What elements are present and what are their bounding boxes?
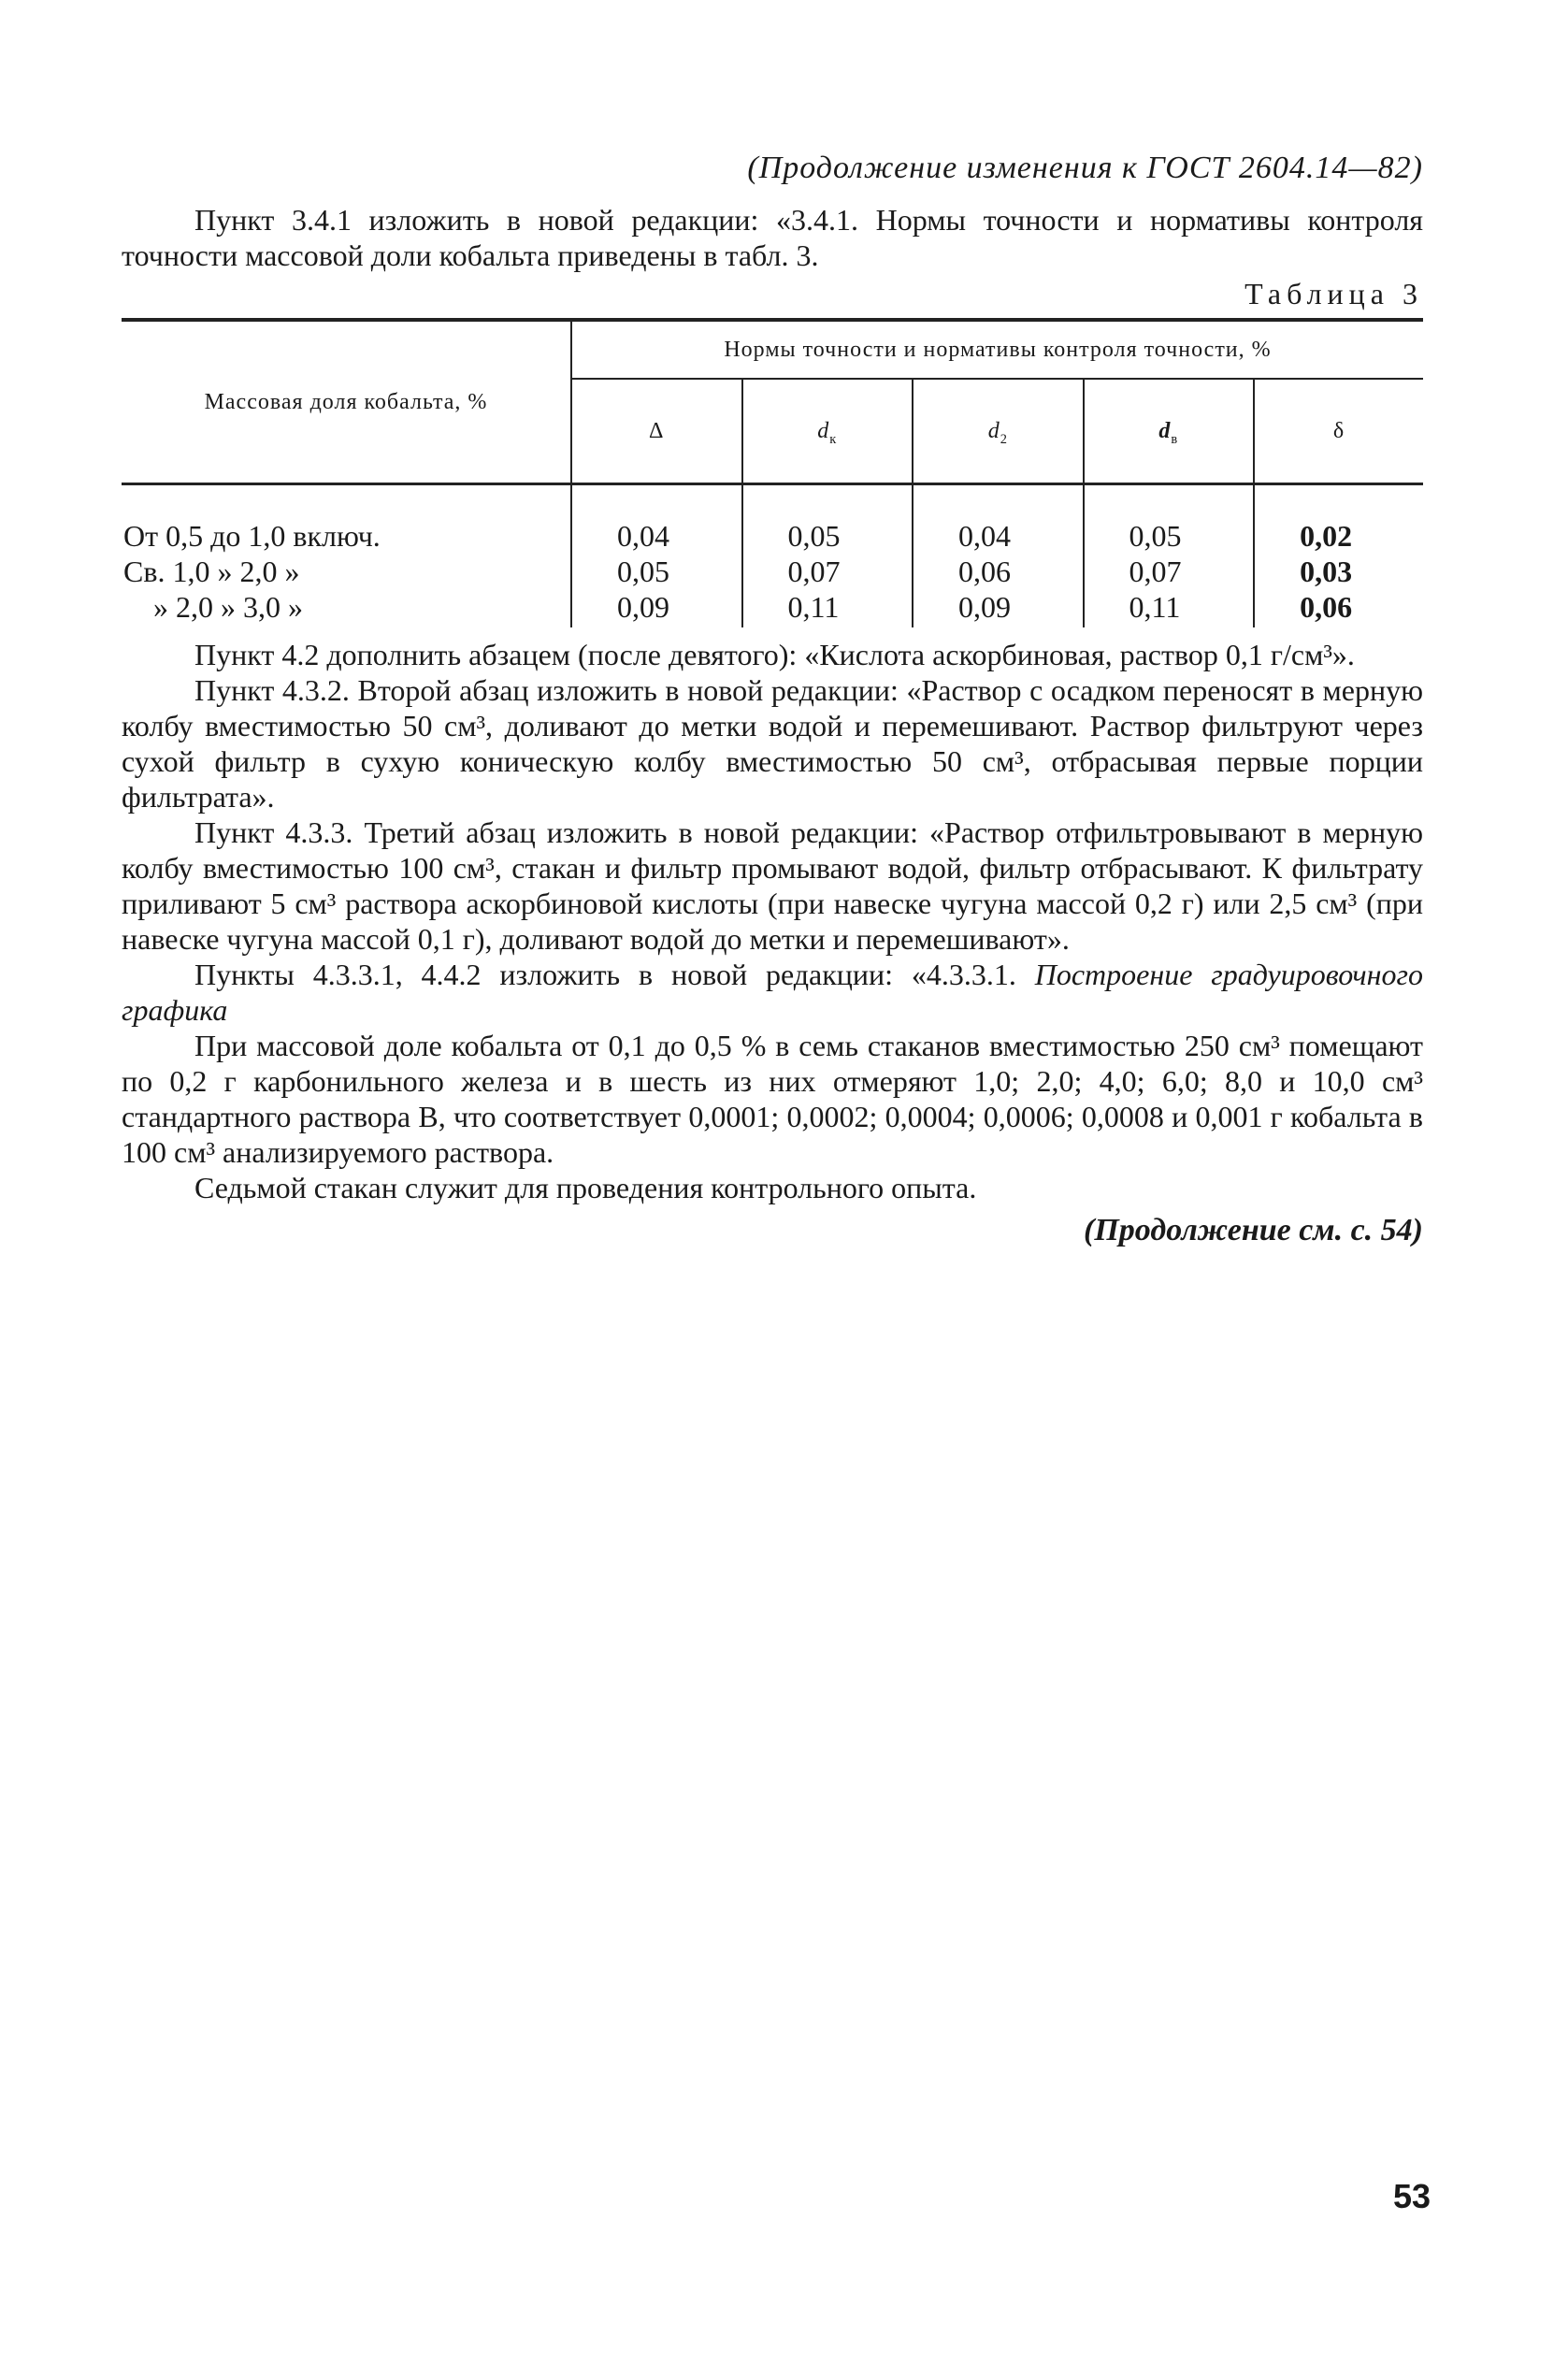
cell-small-delta: 0,02 <box>1254 484 1423 555</box>
cell-delta: 0,09 <box>571 589 742 627</box>
table-row <box>122 589 1423 627</box>
page-number: 53 <box>1393 2177 1431 2215</box>
row-label: От 0,5 до 1,0 включ. <box>123 519 381 553</box>
cell-d-v: 0,05 <box>1084 484 1255 555</box>
cell-d-k: 0,07 <box>742 554 913 589</box>
paragraph-4-3-2 <box>122 672 1423 814</box>
accuracy-norms-table <box>122 318 1423 627</box>
paragraph-control-experiment-text: Седьмой стакан служит для проведения контрольного опыта. <box>194 1171 977 1204</box>
paragraph-4-2 <box>122 637 1423 672</box>
paragraph-control-experiment <box>122 1170 1423 1205</box>
cell-d-2: 0,04 <box>913 484 1084 555</box>
paragraph-4-3-2-text: Пункт 4.3.2. Второй абзац изложить в новой редакции: «Раствор с осадком переносят в мерную колбу вместимостью 50 см³, доливают до метки водой и перемешивают. Раствор фильтруют через сухой фильтр в сухую коническую колбу вместимостью 50 см³, отбрасывая первые порции фильтрата». <box>122 673 1423 814</box>
paragraph-3-4-1-text: Пункт 3.4.1 изложить в новой редакции: «3.4.1. Нормы точности и нормативы контроля точности массовой доли кобальта приведены в табл. 3. <box>122 203 1423 272</box>
cell-d-2: 0,09 <box>913 589 1084 627</box>
paragraph-calibration-procedure <box>122 1028 1423 1170</box>
document-page <box>122 150 1423 1282</box>
paragraph-4-3-3 <box>122 814 1423 957</box>
header-d-v: $d_в$ <box>1084 379 1255 484</box>
cell-d-k: 0,11 <box>742 589 913 627</box>
table-header-row-1 <box>122 320 1423 379</box>
header-small-delta: δ <box>1254 379 1423 484</box>
header-norms-group: Нормы точности и нормативы контроля точности, % <box>571 320 1423 379</box>
cell-d-k: 0,05 <box>742 484 913 555</box>
section-title-calibration: Построение градуировочного графика <box>122 958 1424 1027</box>
paragraph-3-4-1 <box>122 202 1423 273</box>
cell-d-2: 0,06 <box>913 554 1084 589</box>
table-row <box>122 484 1423 555</box>
paragraph-4-3-3-text: Пункт 4.3.3. Третий абзац изложить в новой редакции: «Раствор отфильтровывают в мерную колбу вместимостью 100 см³, стакан и фильтр промывают водой, фильтр отбрасывают. К фильтрату приливают 5 см³ раствора аскорбиновой кислоты (при навеске чугуна массой 0,2 г) или 2,5 см³ (при навеске чугуна массой 0,1 г), доливают водой до метки и перемешивают». <box>122 815 1423 956</box>
cell-d-v: 0,11 <box>1084 589 1255 627</box>
paragraph-calibration-procedure-text: При массовой доле кобальта от 0,1 до 0,5 % в семь стаканов вместимостью 250 см³ помещают по 0,2 г карбонильного железа и в шесть из них отмеряют 1,0; 2,0; 4,0; 6,0; 8,0 и 10,0 см³ стандартного раствора В, что соответствует 0,0001; 0,0002; 0,0004; 0,0006; 0,0008 и 0,001 г кобальта в 100 см³ анализируемого раствора. <box>122 1029 1423 1169</box>
row-label: Св. 1,0 » 2,0 » <box>123 555 300 588</box>
header-delta: Δ <box>571 379 742 484</box>
row-label: » 2,0 » 3,0 » <box>153 590 303 624</box>
paragraph-4-3-3-1-lead: Пункты 4.3.3.1, 4.4.2 изложить в новой редакции: «4.3.3.1. <box>194 958 1035 991</box>
header-d-k: $d_к$ <box>742 379 913 484</box>
cell-small-delta: 0,06 <box>1254 589 1423 627</box>
paragraph-4-2-text: Пункт 4.2 дополнить абзацем (после девятого): «Кислота аскорбиновая, раствор 0,1 г/см³». <box>194 638 1355 671</box>
header-d-2: $d_2$ <box>913 379 1084 484</box>
continuation-header: (Продолжение изменения к ГОСТ 2604.14—82) <box>747 151 1423 185</box>
cell-delta: 0,04 <box>571 484 742 555</box>
continued-note: (Продолжение см. с. 54) <box>1084 1213 1423 1247</box>
table-caption: Таблица 3 <box>1244 277 1423 310</box>
table-row <box>122 554 1423 589</box>
cell-delta: 0,05 <box>571 554 742 589</box>
cell-d-v: 0,07 <box>1084 554 1255 589</box>
paragraph-4-3-3-1 <box>122 957 1423 1028</box>
cell-small-delta: 0,03 <box>1254 554 1423 589</box>
header-cobalt-fraction: Массовая доля кобальта, % <box>122 320 571 484</box>
